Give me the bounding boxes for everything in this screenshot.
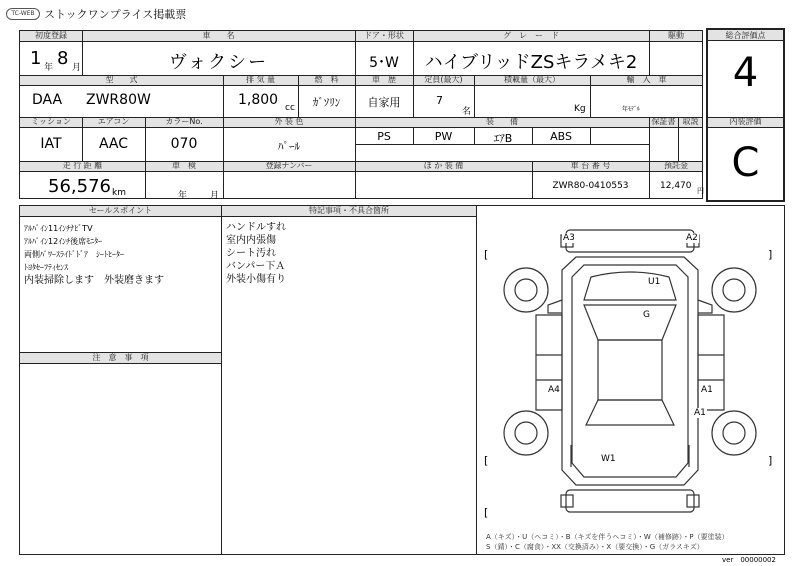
cc-unit: cc: [285, 103, 295, 113]
label-sales-points: セールスポイント: [88, 206, 153, 215]
kg-unit: Kg: [574, 104, 586, 114]
label-special-notes: 特記事項・不具合箇所: [309, 206, 389, 215]
version-label: ver 00000002: [722, 556, 776, 564]
label-exterior-color: 外 装 色: [274, 117, 304, 126]
bracket-left: [: [484, 454, 489, 467]
bracket-left: [: [484, 506, 489, 519]
list-item: 両側ﾊﾟﾜｰｽﾗｲﾄﾞﾄﾞｱ ｼｰﾄﾋｰﾀｰ: [24, 250, 124, 259]
car-name: ヴォクシー: [168, 52, 269, 73]
model-prefix: DAA: [32, 92, 63, 108]
damage-mark: A1: [694, 408, 706, 418]
label-chassis-no: 車 台 番 号: [570, 161, 611, 170]
label-import: 輸 入 車: [626, 75, 667, 84]
label-door-shape: ドア・形状: [364, 31, 404, 40]
km-unit: km: [112, 188, 126, 198]
label-mileage: 走 行 距 離: [62, 161, 103, 170]
label-mission: ミッション: [31, 117, 71, 126]
label-load: 積載量（最大）: [504, 75, 560, 84]
label-drive: 駆動: [668, 31, 684, 40]
person-unit: 名: [462, 107, 472, 117]
fuel: ｶﾞｿﾘﾝ: [312, 96, 341, 109]
damage-mark: G: [643, 310, 650, 320]
exterior-color: ﾊﾟｰﾙ: [278, 140, 300, 153]
damage-mark: A4: [548, 385, 560, 395]
aircon: AAC: [98, 136, 129, 152]
equipment-item: PW: [434, 130, 453, 143]
equipment-item: PS: [377, 130, 391, 143]
color-no: 070: [170, 136, 198, 152]
mission: IAT: [40, 136, 62, 152]
damage-mark: W1: [601, 454, 616, 464]
chassis-no: ZWR80-0410553: [552, 181, 629, 191]
label-cautions: 注 意 事 項: [92, 353, 149, 362]
sales-points-list: [24, 222, 164, 287]
list-item: ｱﾙﾊﾟｲﾝ11ｲﾝﾁﾅﾋﾞTV: [24, 224, 93, 233]
damage-mark: U1: [648, 277, 661, 287]
list-item: 外装小傷有り: [226, 274, 286, 285]
model-year-unit: 年ﾓﾃﾞﾙ: [622, 106, 641, 113]
list-item: ﾄﾖﾀｾｰﾌﾃｨｾﾝｽ: [24, 263, 68, 272]
label-fuel: 燃 料: [314, 75, 339, 84]
label-interior-score: 内装評価: [729, 117, 762, 126]
label-price: 預託金: [664, 161, 688, 170]
history: 自家用: [367, 96, 401, 109]
list-item: バンパー下Ａ: [226, 261, 286, 272]
label-equipment: 装 備: [486, 117, 518, 126]
damage-mark: A1: [701, 385, 713, 395]
total-score: 4: [732, 50, 759, 96]
special-notes-list: [226, 221, 286, 286]
bracket-right: ]: [768, 248, 773, 261]
list-item: ハンドルすれ: [226, 222, 286, 233]
label-manual: 取説: [682, 117, 699, 126]
first-reg-month: 8: [57, 48, 69, 69]
label-grade: グ レ ー ド: [503, 31, 559, 40]
damage-legend: S（錆）・C（腐食）・XX（交換済み）・X（要交換）・G（ガラスキズ）: [486, 543, 704, 551]
bracket-right: ]: [768, 454, 773, 467]
model-code: ZWR80W: [86, 92, 151, 108]
month-unit: 月: [72, 63, 82, 73]
label-warranty: 保証書: [651, 117, 676, 126]
label-first-reg: 初度登録: [35, 31, 67, 40]
page-title: ストックワンプライス掲載票: [44, 8, 187, 21]
inspection-month-unit: 月: [210, 191, 220, 201]
car-diagram: [476, 205, 785, 555]
label-displacement: 排 気 量: [245, 75, 276, 84]
label-reg-number: 登録ナンバー: [265, 161, 313, 170]
label-history: 車 歴: [372, 75, 396, 84]
price: 12,470: [660, 181, 692, 191]
bracket-left: [: [484, 248, 489, 261]
mileage: 56,576: [48, 176, 111, 197]
logo: TC-WEB: [6, 8, 40, 20]
interior-score: C: [731, 140, 760, 186]
equipment-item: ｴｱB: [493, 132, 513, 145]
label-model: 型 式: [105, 75, 138, 84]
label-capacity: 定員(最大): [424, 75, 463, 84]
label-other-equip: ほ か 装 備: [423, 161, 464, 170]
list-item: 内装掃除します 外装磨きます: [24, 275, 164, 286]
label-color-no: カラーNo.: [165, 117, 203, 126]
list-item: ｱﾙﾊﾟｲﾝ12ｲﾝﾁ後席ﾓﾆﾀｰ: [24, 237, 103, 246]
equipment-item: ABS: [550, 130, 572, 143]
label-car-name: 車 名: [202, 31, 235, 40]
label-inspection: 車 検: [172, 161, 196, 170]
list-item: シート汚れ: [226, 248, 276, 259]
inspection-year-unit: 年: [178, 191, 188, 201]
capacity: 7: [436, 94, 443, 107]
label-aircon: エアコン: [97, 117, 130, 126]
door-shape: 5･W: [369, 55, 399, 71]
list-item: 室内内張傷: [226, 235, 276, 246]
yen-unit: 円: [697, 187, 704, 195]
damage-mark: A3: [563, 233, 575, 243]
year-unit: 年: [44, 63, 54, 73]
damage-mark: A2: [686, 233, 698, 243]
displacement: 1,800: [238, 92, 279, 108]
first-reg-year: 1: [30, 48, 42, 69]
grade: ハイブリッドZSキラメキ2: [424, 52, 638, 73]
damage-legend: A（キズ）・U（ヘコミ）・B（キズを伴うヘコミ）・W（補修跡）・P（要塗装）: [486, 533, 729, 541]
label-total-score: 総合評価点: [725, 31, 766, 40]
